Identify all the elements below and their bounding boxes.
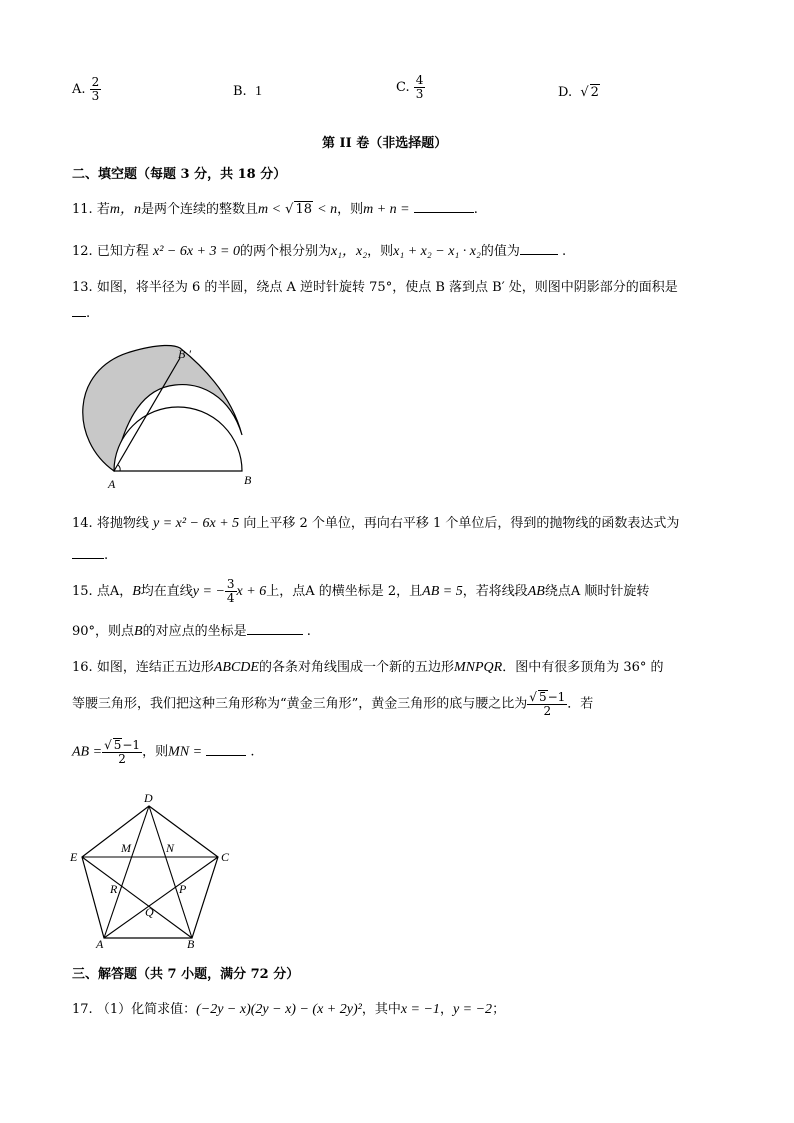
option-c-fraction: $\frac{4}{3}$ bbox=[415, 73, 424, 101]
question-17: 17. （1）化简求值：(−2y − x)(2y − x) − (x + 2y)²，其中x = −1，y = −2； bbox=[72, 1002, 506, 1017]
diagonal-ea bbox=[82, 857, 192, 938]
question-16: 16. 如图，连结正五边形ABCDE的各条对角线围成一个新的五边形MNPQR．图中有很多顶角为 36° 的 bbox=[72, 660, 664, 675]
question-15-line2: 90°，则点B的对应点的坐标是 . bbox=[72, 624, 311, 639]
option-a-fraction: $\frac{2}{3}$ bbox=[91, 75, 100, 103]
question-11: 11. 若m，n是两个连续的整数且m < √ 18 < n，则m + n = . bbox=[72, 202, 478, 217]
question-12: 12. 已知方程 x² − 6x + 3 = 0的两个根分别为x₁，x₂，则x₁ + x₂ − x₁ · x₂的值为 . bbox=[72, 244, 567, 259]
question-16-line2: 等腰三角形，我们把这种三角形称为“黄金三角形”，黄金三角形的底与腰之比为 $\frac{√ 5-1}{2}$ ．若 bbox=[72, 690, 594, 718]
label-r: R bbox=[110, 882, 118, 896]
part2-heading: 二、填空题（每题 3 分，共 18 分） bbox=[72, 167, 287, 182]
label-a: A bbox=[108, 477, 116, 491]
option-a bbox=[72, 76, 101, 103]
question-13-answer: . bbox=[72, 306, 90, 321]
label-e: E bbox=[70, 850, 78, 864]
label-c: C bbox=[221, 850, 230, 864]
label-d: D bbox=[144, 791, 153, 805]
question-14: 14. 将抛物线 y = x² − 6x + 5 向上平移 2 个单位，再向右平移 1 个单位后，得到的抛物线的函数表达式为 bbox=[72, 516, 680, 531]
answer-blank bbox=[206, 755, 246, 756]
option-a-letter: A. bbox=[72, 82, 86, 97]
figure-13 bbox=[70, 340, 270, 500]
option-b: B. 1 bbox=[233, 84, 262, 99]
question-15: 15. 点A，B均在直线y = − $\frac{3}{4}$ x + 6上，点A 的横坐标是 2，且AB = 5，若将线段AB绕点A 顺时针旋转 bbox=[72, 577, 650, 605]
figure-16 bbox=[66, 790, 246, 950]
option-d: D. √ 2 bbox=[558, 85, 599, 100]
label-q: Q bbox=[145, 905, 154, 919]
diagonal-db bbox=[149, 806, 192, 938]
diagonal-cb bbox=[104, 857, 218, 938]
label-n: N bbox=[166, 841, 175, 855]
slope-fraction: $\frac{3}{4}$ bbox=[226, 577, 235, 605]
question-14-answer: . bbox=[72, 548, 108, 563]
label-m: M bbox=[121, 841, 131, 855]
answer-blank bbox=[414, 212, 474, 213]
diagonal-da bbox=[104, 806, 149, 938]
label-a: A bbox=[96, 937, 104, 950]
question-13: 13. 如图，将半径为 6 的半圆，绕点 A 逆时针旋转 75°，使点 B 落到点 B′ 处，则图中阴影部分的面积是 bbox=[72, 280, 678, 295]
label-p: P bbox=[179, 882, 187, 896]
answer-blank bbox=[247, 634, 303, 635]
label-b-prime: B ′ bbox=[178, 347, 191, 361]
ab-fraction: $\frac{√ 5-1}{2}$ bbox=[104, 738, 141, 766]
section-title: 第 II 卷（非选择题） bbox=[322, 136, 448, 151]
option-c: C. $\frac{4}{3}$ bbox=[396, 73, 424, 101]
answer-blank bbox=[72, 558, 104, 559]
part3-heading: 三、解答题（共 7 小题，满分 72 分） bbox=[72, 967, 300, 982]
question-16-line3: AB = $\frac{√ 5-1}{2}$ ，则MN = . bbox=[72, 738, 255, 766]
golden-ratio-fraction: $\frac{√ 5-1}{2}$ bbox=[529, 690, 566, 718]
label-b: B bbox=[187, 937, 195, 950]
answer-blank bbox=[520, 254, 558, 255]
label-b: B bbox=[244, 473, 252, 487]
answer-blank bbox=[72, 316, 86, 317]
